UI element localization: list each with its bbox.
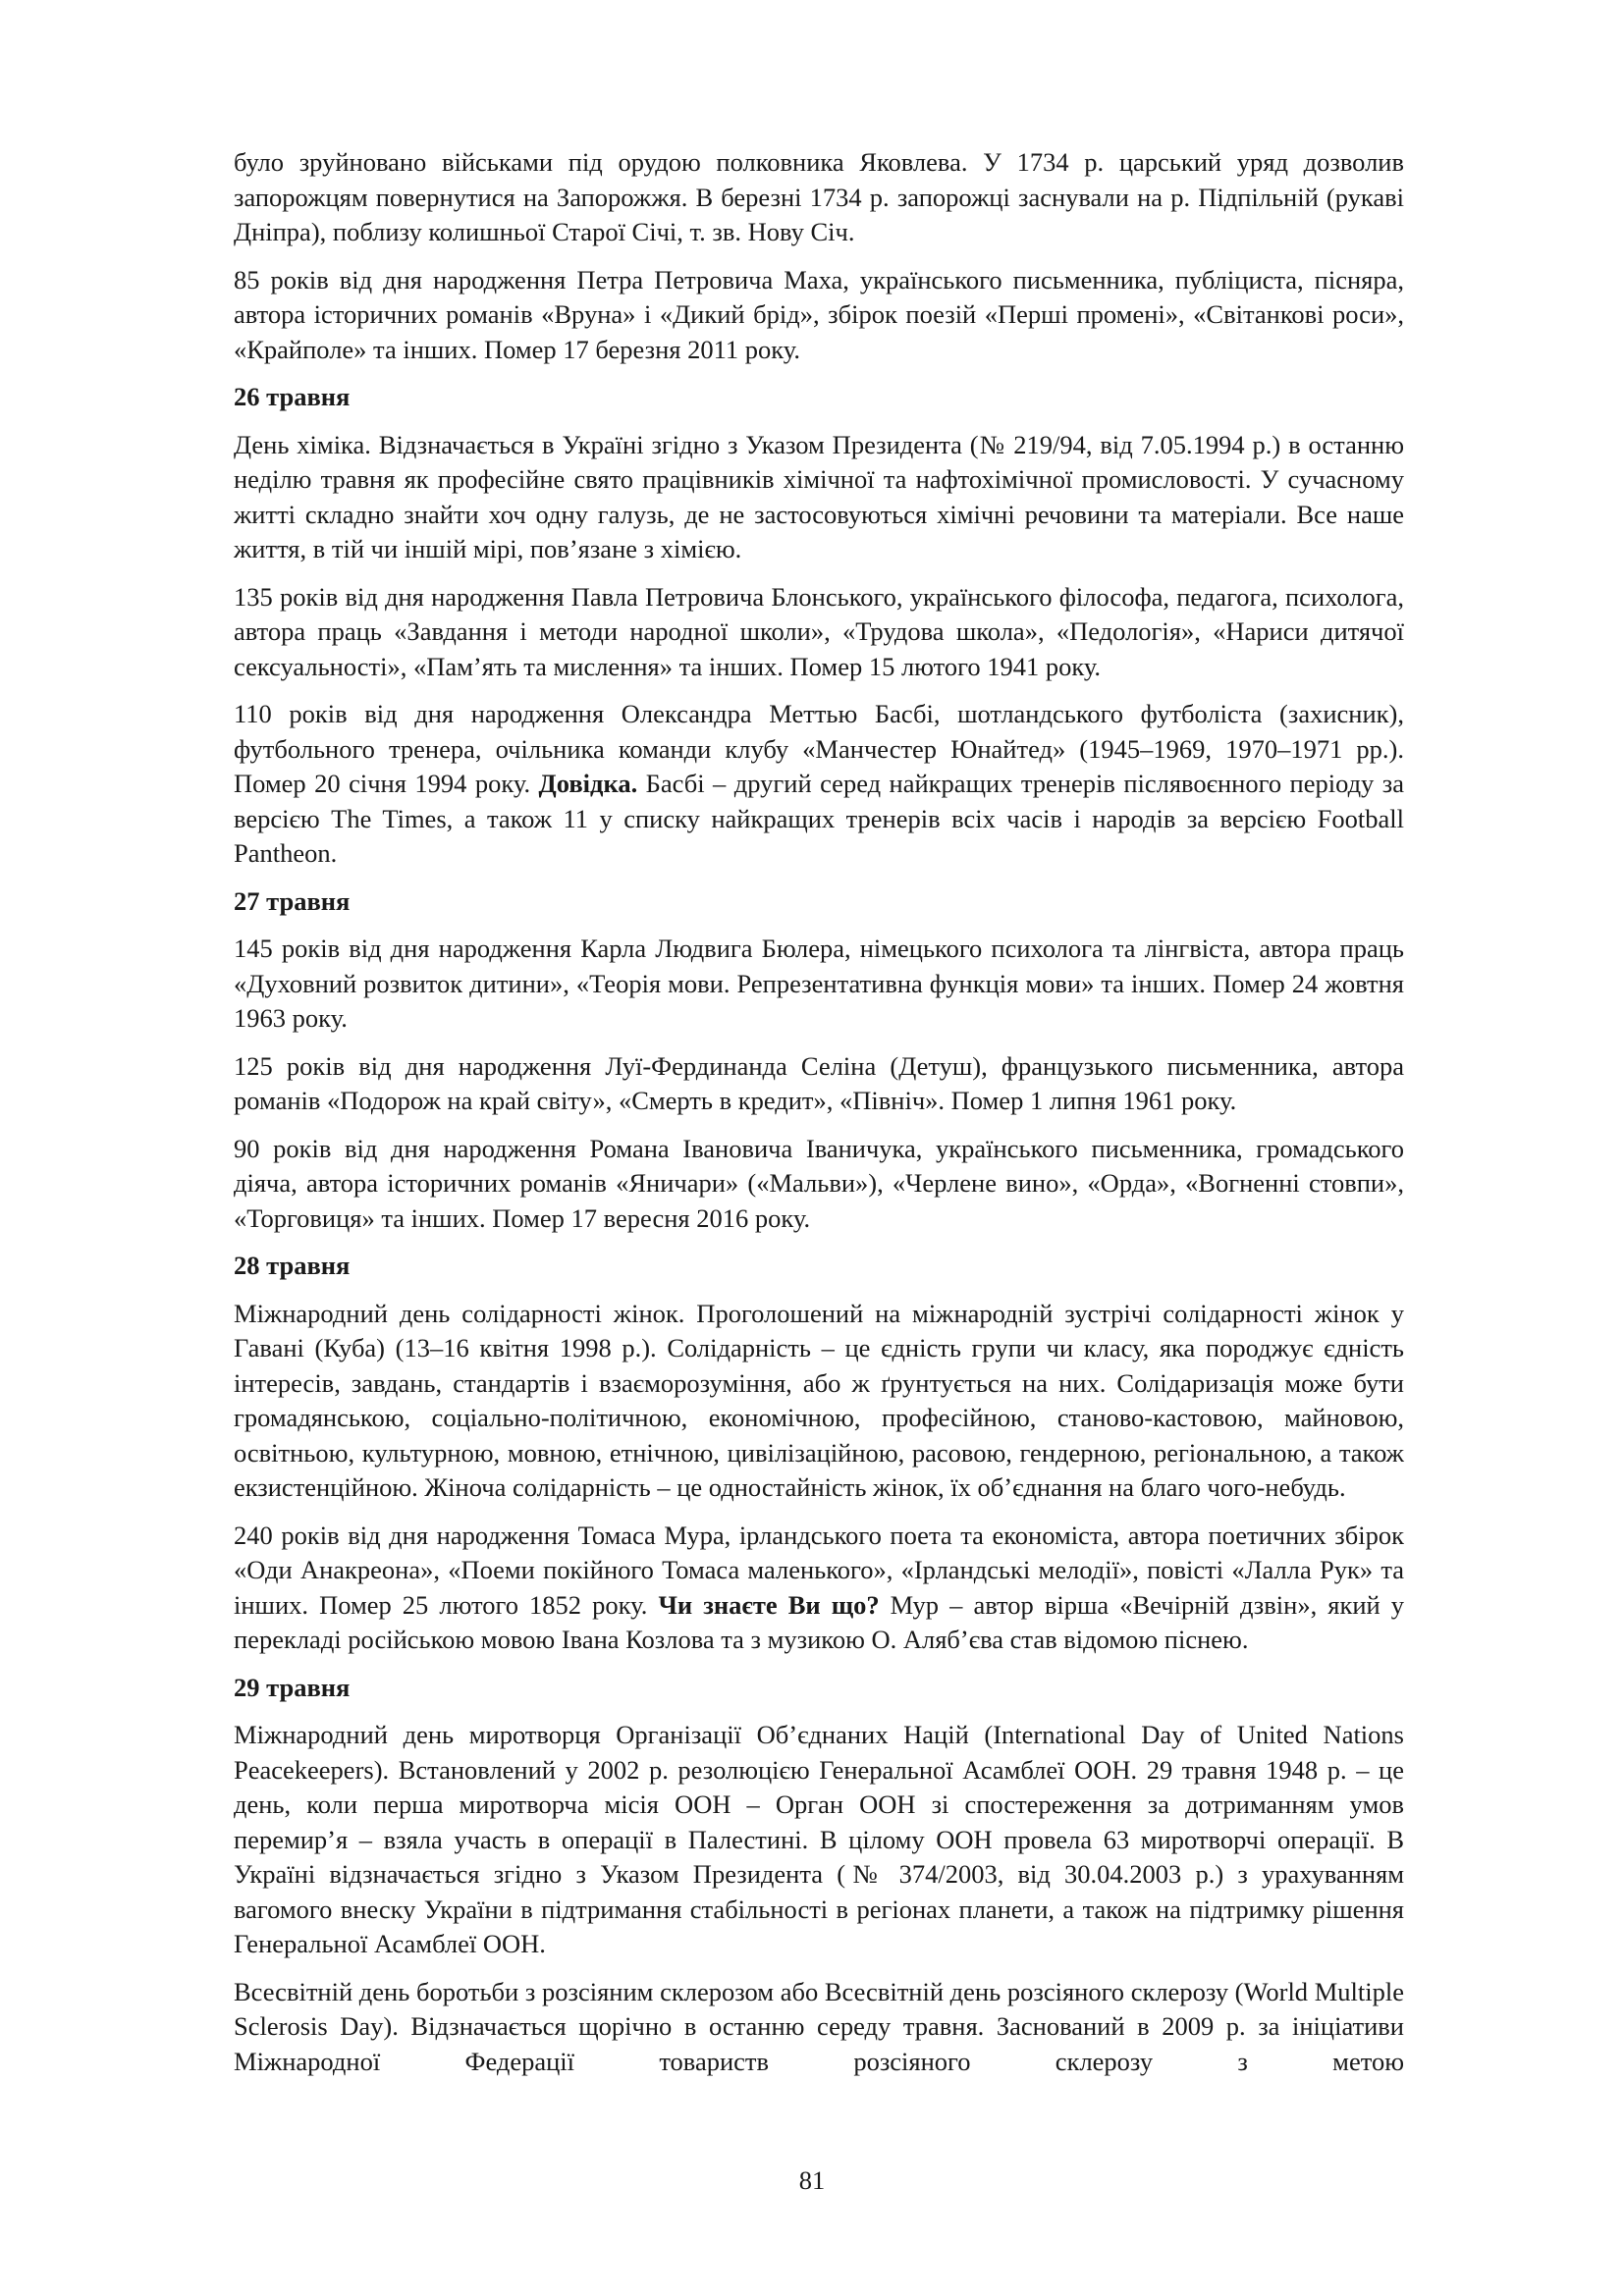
paragraph-peacekeepers: Міжнародний день миротворця Організації Об’єднаних Націй (International Day of United Nations Peacekeepers). Встановлений у 2002 р. резолюцією Генеральної Асамблеї ООН. 29 травня 1948 р. – це день, коли перша миротворча місія ООН – Орган ООН зі спостереження за дотриманням умов перемир’я – взяла участь в операції в Палестині. В цілому ООН провела 63 миротворчі операції. В Україні відзначається згідно з Указом Президента (№ 374/2003, від 30.04.2003 р.) з урахуванням вагомого внеску України в підтримання стабільності в регіонах планети, а також на підтримку рішення Генеральної Асамблеї ООН.	[234, 1720, 1404, 1958]
paragraph-blonsky: 135 років від дня народження Павла Петровича Блонського, українського філософа, педагога, психолога, автора праць «Завдання і методи народної школи», «Трудова школа», «Педологія», «Нариси дитячої сексуальності», «Пам’ять та мислення» та інших. Помер 15 лютого 1941 року.	[234, 581, 1404, 681]
paragraph-busby	[234, 697, 1404, 872]
busby-text: 110 років від дня народження Олександра Меттью Басбі, шотландського футболіста (захисник), футбольного тренера, очільника команди клубу «Манчестер Юнайтед» (1945–1969, 1970–1971 рр.). Помер 20 січня 1994 року.	[234, 699, 1404, 798]
paragraph-moore	[234, 1519, 1404, 1658]
moore-text: 240 років від дня народження Томаса Мура, ірландського поета та економіста, автора поетичних збірок «Оди Анакреона», «Поеми покійного Томаса маленького», «Ірландські мелодії», повісті «Лалла Рук» та інших. Помер 25 лютого 1852 року.	[234, 1520, 1404, 1620]
page-number: 81	[798, 2165, 826, 2195]
moore-note-text: Мур – автор вірша «Вечірній дзвін», який у перекладі російською мовою Івана Козлова та з музикою О. Аляб’єва став відомою піснею.	[234, 1589, 1405, 1654]
paragraph-celine: 125 років від дня народження Луї-Фердинанда Селіна (Детуш), французького письменника, автора романів «Подорож на край світу», «Смерть в кредит», «Північ». Помер 1 липня 1961 року.	[234, 1050, 1404, 1115]
date-heading-26: 26 травня	[234, 382, 351, 411]
date-heading-28: 28 травня	[234, 1251, 351, 1280]
busby-note-label: Довідка.	[538, 769, 638, 798]
paragraph-makh: 85 років від дня народження Петра Петровича Маха, українського письменника, публіциста, пісняра, автора історичних романів «Вруна» і «Дикий брід», збірок поезій «Перші промені», «Світанкові роси», «Крайполе» та інших. Помер 17 березня 2011 року.	[234, 264, 1404, 364]
document-page	[234, 145, 1404, 2092]
paragraph-chemist-day: День хіміка. Відзначається в Україні згідно з Указом Президента (№ 219/94, від 7.05.1994 р.) в останню неділю травня як професійне свято працівників хімічної та нафтохімічної промисловості. У сучасному житті складно знайти хоч одну галузь, де не застосовуються хімічні речовини та матеріали. Все наше життя, в тій чи іншій мірі, пов’язане з хімією.	[234, 429, 1404, 563]
paragraph-multiple-sclerosis: Всесвітній день боротьби з розсіяним склерозом або Всесвітній день розсіяного склерозу (World Multiple Sclerosis Day). Відзначається щорічно в останню середу травня. Заснований в 2009 р. за ініціативи Міжнародної Федерації товариств розсіяного склерозу з метою	[234, 1976, 1404, 2076]
paragraph-sich: було зруйновано військами під орудою полковника Яковлева. У 1734 р. царський уряд дозволив запорожцям повернутися на Запорожжя. В березні 1734 р. запорожці заснували на р. Підпільній (рукаві Дніпра), поблизу колишньої Старої Січі, т. зв. Нову Січ.	[234, 147, 1404, 246]
date-heading-27: 27 травня	[234, 885, 351, 916]
paragraph-women-solidarity: Міжнародний день солідарності жінок. Проголошений на міжнародній зустрічі солідарності жінок у Гавані (Куба) (13–16 квітня 1998 р.). Солідарність – це єдність групи чи класу, яка породжує єдність інтересів, завдань, стандартів і взаєморозуміння, або ж ґрунтується на них. Солідаризація може бути громадянською, соціально-політичною, економічною, професійною, станово-кастовою, майновою, освітньою, культурною, мовною, етнічною, цивілізаційною, расовою, гендерною, регіональною, а також екзистенційною. Жіноча солідарність – це одностайність жінок, їх об’єднання на благо чого-небудь.	[234, 1298, 1404, 1502]
paragraph-ivanychuk: 90 років від дня народження Романа Івановича Іваничука, українського письменника, громадського діяча, автора історичних романів «Яничари» («Мальви»), «Черлене вино», «Орда», «Вогненні стовпи», «Торговиця» та інших. Помер 17 вересня 2016 року.	[234, 1133, 1404, 1233]
busby-note-text: Басбі – другий серед найкращих тренерів післявоєнного періоду за версією The Times, а також 11 у списку найкращих тренерів всіх часів і народів за версією Football Pantheon.	[234, 769, 1405, 868]
date-heading-29: 29 травня	[234, 1672, 351, 1702]
paragraph-buhler: 145 років від дня народження Карла Людвига Бюлера, німецького психолога та лінгвіста, автора праць «Духовний розвиток дитини», «Теорія мови. Репрезентативна функція мови» та інших. Помер 24 жовтня 1963 року.	[234, 934, 1404, 1033]
moore-note-label: Чи знаєте Ви що?	[658, 1589, 880, 1620]
